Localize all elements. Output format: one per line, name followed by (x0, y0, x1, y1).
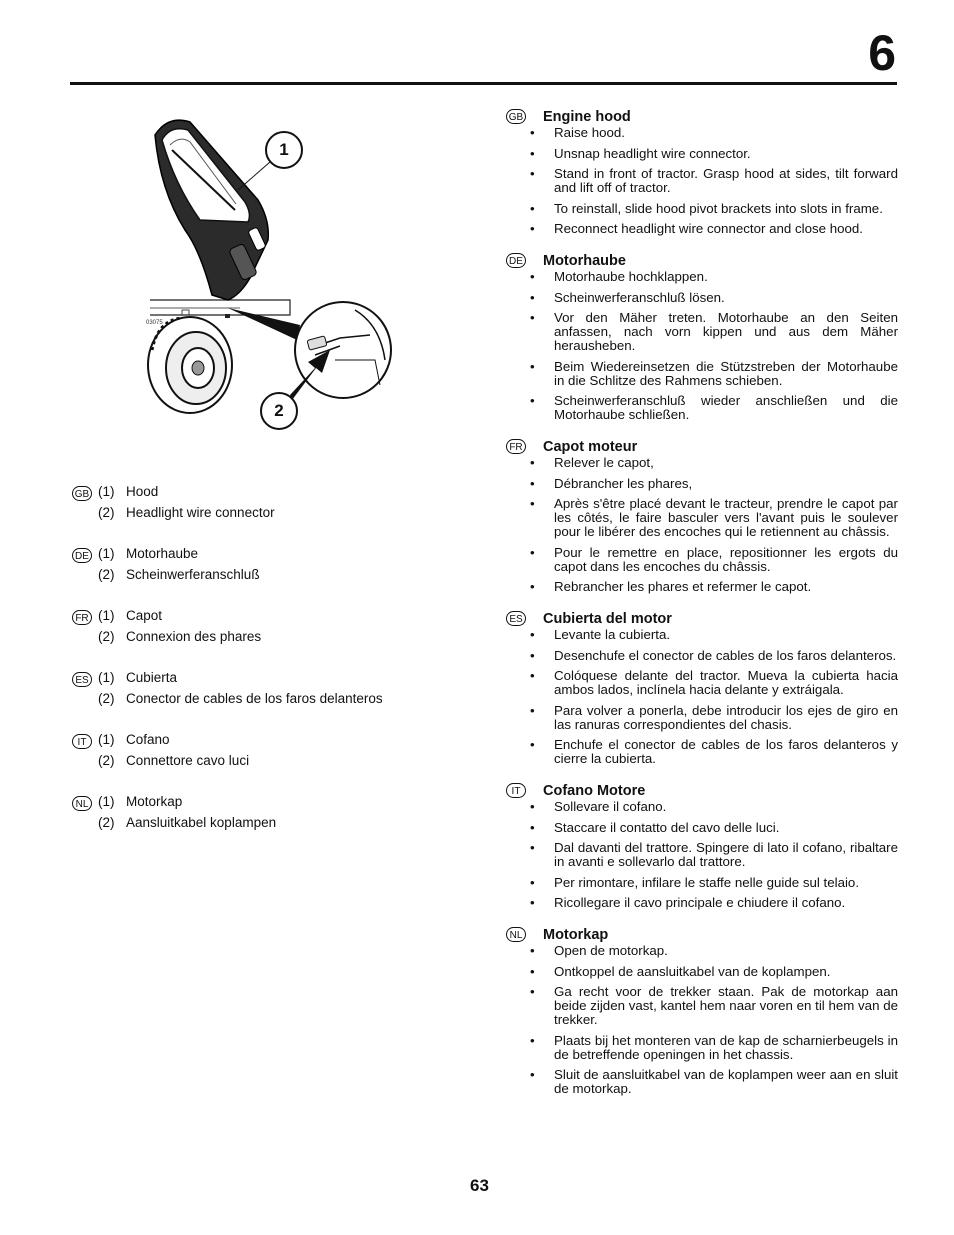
parts-legend (70, 484, 430, 856)
legend-block-it (70, 732, 430, 794)
instruction-item: • Scheinwerferanschluß wieder anschließen und die Motorhaube schließen. (554, 394, 898, 422)
language-badge: IT (72, 734, 92, 749)
instruction-item: • Ricollegare il cavo principale e chiudere il cofano. (554, 896, 898, 910)
language-badge: FR (506, 439, 526, 454)
header-rule (70, 82, 897, 85)
legend-block-de (70, 546, 430, 608)
instruction-item: • Levante la cubierta. (554, 628, 898, 642)
legend-item: (1) Cofano (98, 732, 170, 747)
section-title: Capot moteur (543, 439, 638, 455)
instruction-item: • Vor den Mäher treten. Motorhaube an den Seiten anfassen, nach vorn kippen und aus dem Mäher herausheben. (554, 311, 898, 353)
instruction-item: • Sollevare il cofano. (554, 800, 898, 814)
language-badge: ES (506, 611, 526, 626)
instruction-item: • Para volver a ponerla, debe introducir los ejes de giro en las ranuras correspondientes del chasis. (554, 704, 898, 732)
language-badge: GB (72, 486, 92, 501)
instruction-item: • Desenchufe el conector de cables de los faros delanteros. (554, 649, 898, 663)
language-badge: DE (506, 253, 526, 268)
instruction-item: • Ontkoppel de aansluitkabel van de koplampen. (554, 965, 898, 979)
instruction-item: • Relever le capot, (554, 456, 898, 470)
legend-item: (2) Headlight wire connector (98, 505, 275, 520)
section-title: Cubierta del motor (543, 611, 672, 627)
language-badge: FR (72, 610, 92, 625)
figure-id-label: 03075 (146, 320, 163, 326)
section-title: Cofano Motore (543, 783, 646, 799)
legend-item: (2) Conector de cables de los faros delanteros (98, 691, 383, 706)
legend-block-nl (70, 794, 430, 856)
language-badge: NL (506, 927, 526, 942)
instruction-item: • Staccare il contatto del cavo delle luci. (554, 821, 898, 835)
legend-item: (1) Cubierta (98, 670, 178, 685)
section-gb (506, 108, 898, 236)
legend-item: (1) Capot (98, 608, 163, 623)
legend-item: (2) Connexion des phares (98, 629, 262, 644)
legend-block-fr (70, 608, 430, 670)
legend-item: (2) Scheinwerferanschluß (98, 567, 260, 582)
instruction-item: • Dal davanti del trattore. Spingere di lato il cofano, ribaltare in avanti e sollevarlo dal trattore. (554, 841, 898, 869)
instruction-item: • Débrancher les phares, (554, 477, 898, 491)
instruction-item: • Motorhaube hochklappen. (554, 270, 898, 284)
callout-1: 1 (265, 131, 303, 169)
page-number: 63 (470, 1176, 489, 1195)
instruction-item: • Ga recht voor de trekker staan. Pak de motorkap aan beide zijden vast, kantel hem naar voren en til hem van de trekker. (554, 985, 898, 1027)
legend-item: (2) Aansluitkabel koplampen (98, 815, 277, 830)
instruction-item: • Unsnap headlight wire connector. (554, 147, 898, 161)
legend-block-es (70, 670, 430, 732)
instruction-item: • Raise hood. (554, 126, 898, 140)
language-badge: IT (506, 783, 526, 798)
section-title: Engine hood (543, 109, 631, 125)
instruction-item: • Rebrancher les phares et refermer le capot. (554, 580, 898, 594)
chapter-number: 6 (868, 25, 896, 81)
language-badge: ES (72, 672, 92, 687)
language-badge: GB (506, 109, 526, 124)
instruction-item: • Beim Wiedereinsetzen die Stützstreben der Motorhaube in die Schlitze des Rahmens schieben. (554, 360, 898, 388)
legend-item: (1) Motorkap (98, 794, 183, 809)
instruction-item: • Pour le remettre en place, repositionner les ergots du capot dans les encoches du châssis. (554, 546, 898, 574)
instruction-item: • Après s'être placé devant le tracteur, prendre le capot par les côtés, le faire basculer vers l'avant puis le soulever pour le libérer des encoches qui le retiennent au châssis. (554, 497, 898, 539)
instruction-item: • Reconnect headlight wire connector and close hood. (554, 222, 898, 236)
instruction-item: • Stand in front of tractor. Grasp hood at sides, tilt forward and lift off of tractor. (554, 167, 898, 195)
instructions-column (506, 108, 898, 1112)
section-de (506, 252, 898, 422)
instruction-item: • Open de motorkap. (554, 944, 898, 958)
callout-2: 2 (260, 392, 298, 430)
section-nl (506, 926, 898, 1096)
language-badge: DE (72, 548, 92, 563)
instruction-item: • Colóquese delante del tractor. Mueva la cubierta hacia ambos lados, inclínela hacia delante y extráigala. (554, 669, 898, 697)
instruction-item: • Sluit de aansluitkabel van de koplampen weer aan en sluit de motorkap. (554, 1068, 898, 1096)
language-badge: NL (72, 796, 92, 811)
section-fr (506, 438, 898, 594)
instruction-item: • Per rimontare, infilare le staffe nelle guide sul telaio. (554, 876, 898, 890)
instruction-item: • Plaats bij het monteren van de kap de scharnierbeugels in de betreffende openingen in het chassis. (554, 1034, 898, 1062)
instruction-item: • To reinstall, slide hood pivot brackets into slots in frame. (554, 202, 898, 216)
section-it (506, 782, 898, 910)
section-title: Motorkap (543, 927, 609, 943)
legend-item: (1) Motorhaube (98, 546, 199, 561)
section-es (506, 610, 898, 766)
instruction-item: • Enchufe el conector de cables de los faros delanteros y cierre la cubierta. (554, 738, 898, 766)
section-title: Motorhaube (543, 253, 626, 269)
legend-block-gb (70, 484, 430, 546)
instruction-item: • Scheinwerferanschluß lösen. (554, 291, 898, 305)
legend-item: (2) Connettore cavo luci (98, 753, 250, 768)
legend-item: (1) Hood (98, 484, 159, 499)
